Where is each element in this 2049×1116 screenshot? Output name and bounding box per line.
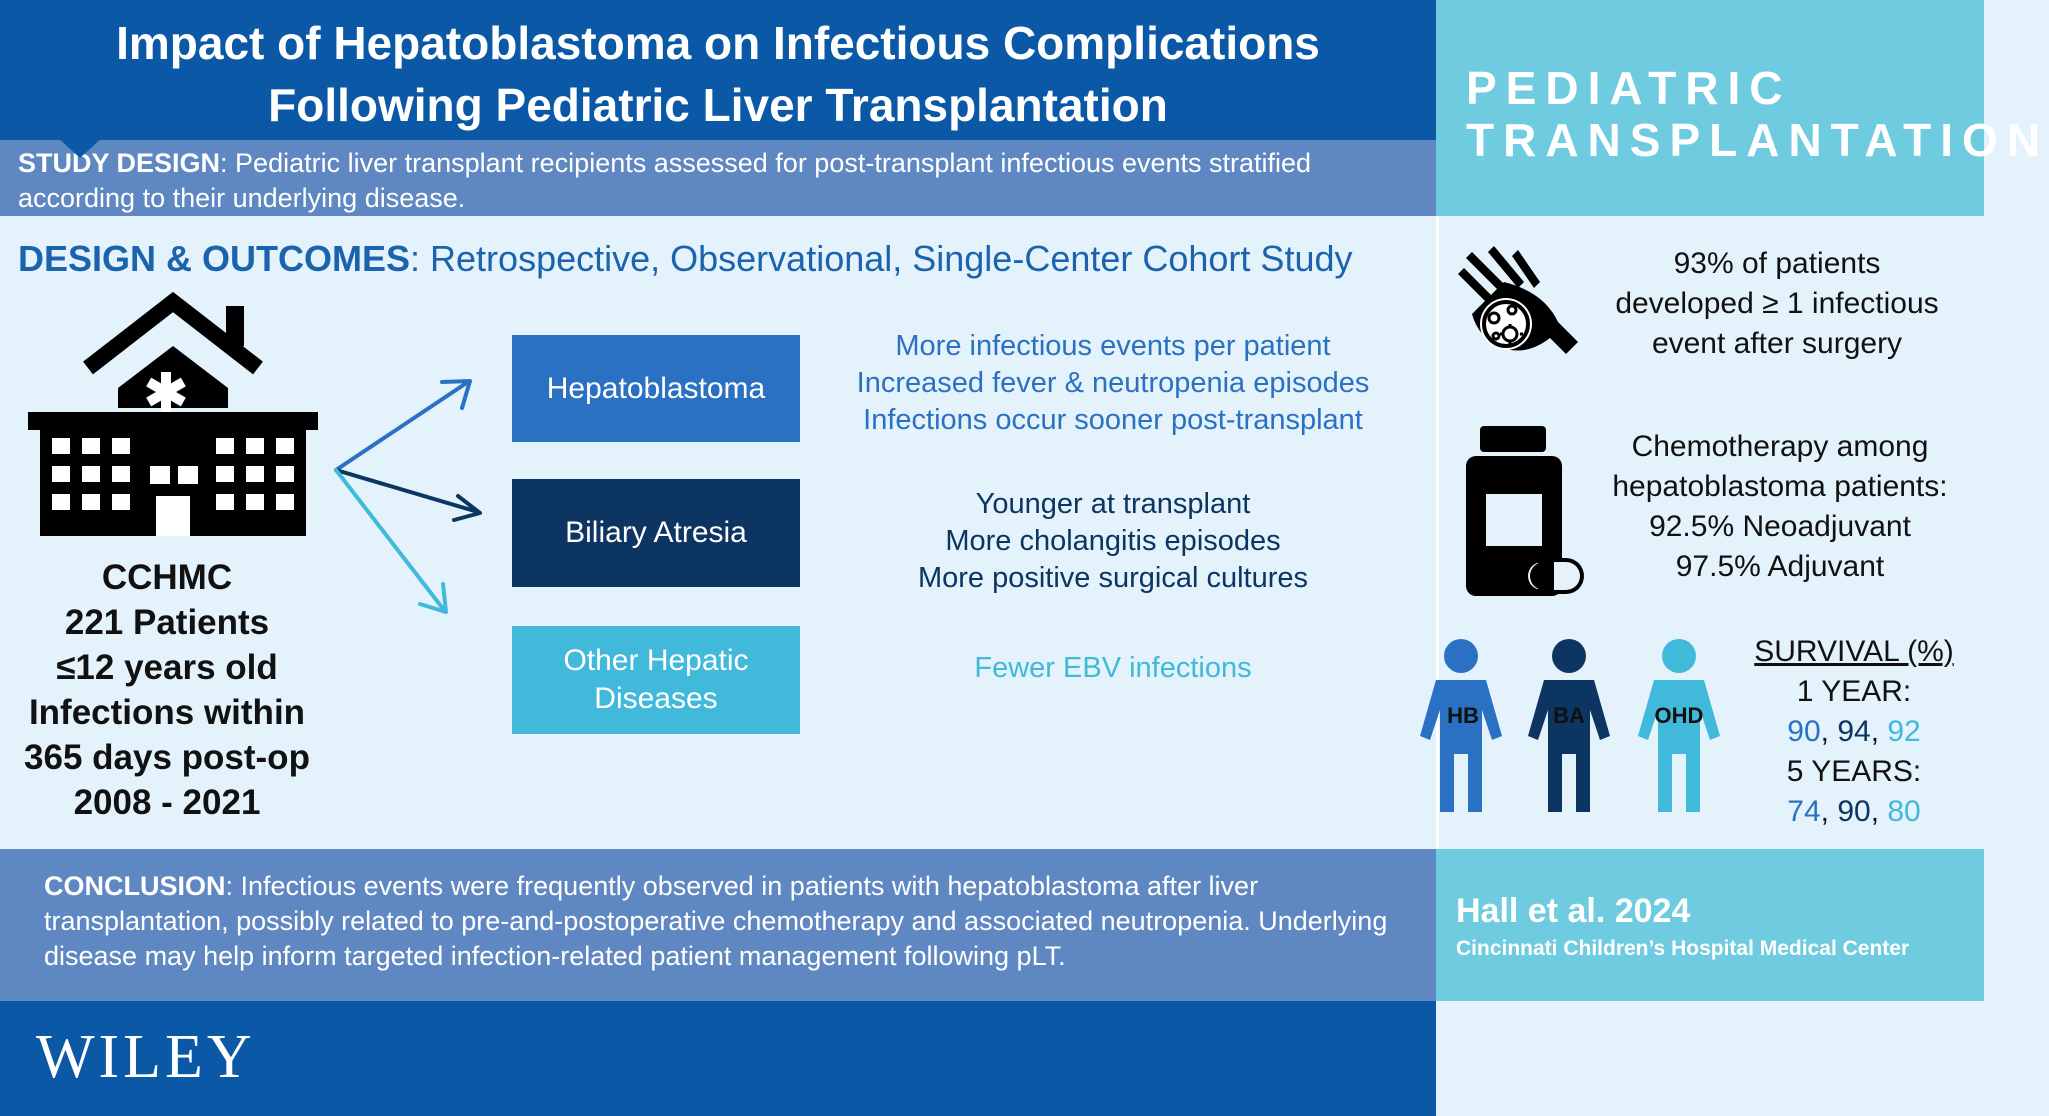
survival-stats: [1728, 632, 1980, 832]
arrow-hb: [336, 381, 470, 470]
arrow-ohd: [336, 470, 446, 612]
outcome-item: Younger at transplant: [975, 488, 1251, 520]
design-outcomes-text: : Retrospective, Observational, Single-Center Cohort Study: [410, 238, 1353, 279]
group-box-other-hepatic: [512, 626, 800, 734]
cohort-line: 221 Patients: [64, 603, 270, 642]
footer-right-panel: [1436, 1001, 1984, 1116]
outcome-item: More positive surgical cultures: [917, 562, 1309, 594]
outcome-item: More cholangitis episodes: [945, 525, 1281, 557]
survival-value-hb: 90: [1787, 715, 1821, 748]
survival-value-ba: 94: [1837, 715, 1871, 748]
survival-year5-values: [1728, 792, 1980, 832]
group-label: Biliary Atresia: [565, 516, 747, 549]
conclusion-label: CONCLUSION: [44, 871, 226, 901]
stat-line: 97.5% Adjuvant: [1675, 550, 1885, 583]
page-title-line1: Impact of Hepatoblastoma on Infectious Complications: [116, 17, 1320, 69]
outcome-item: Infections occur sooner post-transplant: [863, 404, 1363, 436]
value-separator: ,: [1870, 795, 1888, 828]
infection-stat: [1582, 244, 1972, 364]
journal-name: [1466, 62, 2049, 166]
group-label: Hepatoblastoma: [546, 371, 766, 405]
hand-germ-icon: [1454, 242, 1578, 372]
design-outcomes-heading: [18, 238, 1352, 280]
journal-name-line1: PEDIATRIC: [1466, 62, 1792, 114]
study-design-bar: [0, 140, 1436, 216]
value-separator: ,: [1820, 715, 1838, 748]
value-separator: ,: [1820, 795, 1838, 828]
group-label-line2: Diseases: [594, 682, 718, 715]
stat-line: event after surgery: [1651, 327, 1903, 360]
study-design-text: : Pediatric liver transplant recipients assessed for post-transplant infectious events stratified according to their underlying disease.: [18, 148, 1312, 213]
survival-year1-values: [1728, 712, 1980, 752]
citation-author: Hall et al. 2024: [1456, 892, 1691, 930]
survival-title: SURVIVAL (%): [1754, 635, 1954, 668]
value-separator: ,: [1870, 715, 1888, 748]
publisher-logo: WILEY: [36, 1023, 256, 1091]
outcome-item: More infectious events per patient: [895, 330, 1331, 362]
page-title-line2: Following Pediatric Liver Transplantation: [268, 79, 1168, 131]
branch-arrows: [330, 370, 500, 630]
citation-institution: Cincinnati Children’s Hospital Medical Center: [1456, 937, 1910, 960]
survival-value-ohd: 80: [1887, 795, 1921, 828]
header-notch: [58, 138, 102, 158]
study-design-label: STUDY DESIGN: [18, 148, 221, 178]
stat-line: hepatoblastoma patients:: [1612, 470, 1948, 503]
pill-bottle-icon: [1464, 424, 1586, 600]
survival-year5-label: 5 YEARS:: [1786, 755, 1922, 788]
stat-line: Chemotherapy among: [1631, 430, 1929, 463]
cohort-line: 2008 - 2021: [73, 783, 261, 822]
outcomes-hepatoblastoma: [818, 328, 1408, 439]
outcome-item: Increased fever & neutropenia episodes: [856, 367, 1370, 399]
stat-line: developed ≥ 1 infectious: [1615, 287, 1939, 320]
design-outcomes-label: DESIGN & OUTCOMES: [18, 238, 411, 279]
outcomes-other-hepatic: [818, 650, 1408, 687]
survival-value-ba: 90: [1837, 795, 1871, 828]
chemo-stat: [1590, 427, 1970, 587]
cohort-line: 365 days post-op: [24, 738, 310, 777]
person-label-ohd: OHD: [1654, 703, 1704, 728]
stat-line: 92.5% Neoadjuvant: [1649, 510, 1911, 543]
group-box-hepatoblastoma: [512, 335, 800, 442]
cohort-line: CCHMC: [101, 558, 233, 597]
stat-line: 93% of patients: [1673, 247, 1881, 280]
page-title: [0, 12, 1436, 136]
conclusion-text: : Infectious events were frequently observed in patients with hepatoblastoma after liver transplantation, possibly related to pre-and-postoperative chemotherapy and associated neutropenia. Underlying disease may help inform targeted infection-related patient management following pLT.: [44, 871, 1388, 971]
person-label-hb: HB: [1447, 703, 1479, 728]
person-label-ba: BA: [1553, 703, 1585, 728]
cohort-summary: [0, 555, 334, 825]
survival-year1-label: 1 YEAR:: [1796, 675, 1912, 708]
outcome-item: Fewer EBV infections: [974, 652, 1252, 684]
journal-name-line2: TRANSPLANTATION: [1466, 114, 2049, 166]
survival-value-hb: 74: [1787, 795, 1821, 828]
group-box-biliary-atresia: [512, 479, 800, 587]
hospital-icon: [26, 296, 320, 536]
survival-value-ohd: 92: [1887, 715, 1921, 748]
group-label-line1: Other Hepatic: [563, 644, 749, 677]
cohort-line: Infections within: [28, 693, 306, 732]
cohort-line: ≤12 years old: [56, 648, 278, 687]
outcomes-biliary-atresia: [818, 486, 1408, 597]
conclusion-bar: [0, 849, 1436, 1001]
